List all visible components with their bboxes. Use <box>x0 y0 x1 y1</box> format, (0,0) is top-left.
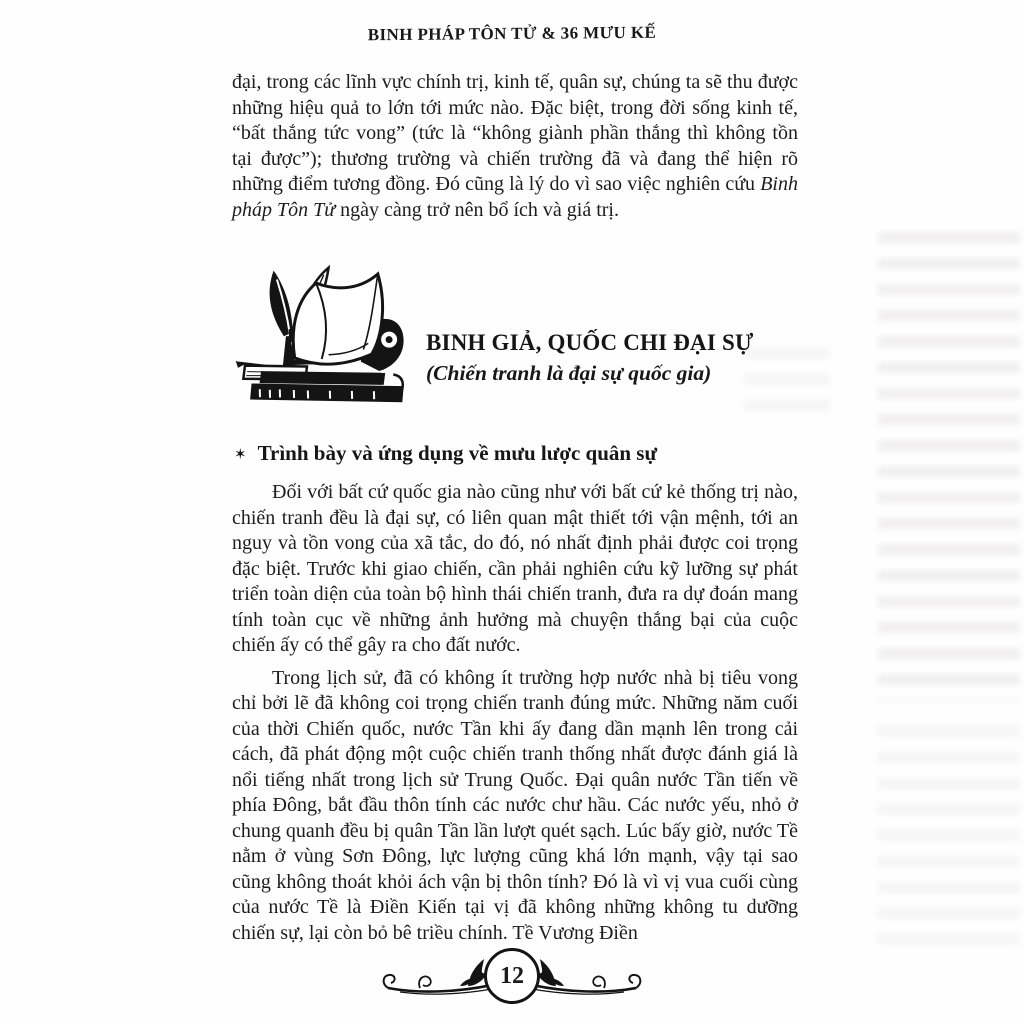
paragraph-continued-text: đại, trong các lĩnh vực chính trị, kinh tế, quân sự, chúng ta sẽ thu được những hiệu quả to lớn tới mức nào. Đặc biệt, trong đời sống kinh tế, “bất thắng tức vong” (tức là “không giành phần thắng thì không tồn tại được”); thương trường và chiến trường đã và đang thể hiện rõ những điểm tương đồng. Đó cũng là lý do vì sao việc nghiên cứu <box>232 71 798 195</box>
chapter-titles <box>426 329 753 415</box>
footer-flourish-right-icon <box>532 948 644 1004</box>
quill-inkwell-books-illustration <box>232 263 410 413</box>
page-number-badge: 12 <box>484 948 540 1004</box>
chapter-title: BINH GIẢ, QUỐC CHI ĐẠI SỰ <box>426 330 754 355</box>
paragraph-continued-end: ngày càng trở nên bổ ích và giá trị. <box>335 198 619 221</box>
footer-flourish-left-icon <box>380 948 492 1004</box>
page-footer <box>0 948 1024 1004</box>
bleed-through-ghost-text <box>878 232 1020 702</box>
book-title-italic: Binh pháp Tôn Tử <box>232 173 798 221</box>
paragraph-1: Đối với bất cứ quốc gia nào cũng như với bất cứ kẻ thống trị nào, chiến tranh đều là đại sự, có liên quan mật thiết tới vận mệnh, tới an nguy và tồn vong của xã tắc, do đó, nó nhất định phải được coi trọng đặc biệt. Trước khi giao chiến, cần phải nghiên cứu kỹ lưỡng sự phát triển toàn diện của toàn bộ hình thái chiến tranh, đưa ra dự đoán mang tính toàn cục về những ảnh hưởng mà chuyện thắng bại của cuộc chiến ấy có thể gây ra cho đất nước. <box>232 481 798 656</box>
page-content <box>232 70 798 946</box>
chapter-heading-block <box>232 263 798 415</box>
star-bullet-icon: ✶ <box>234 445 247 463</box>
section-heading <box>234 441 798 466</box>
running-header: BINH PHÁP TÔN TỬ & 36 MƯU KẾ <box>367 22 657 45</box>
paragraph-2: Trong lịch sử, đã có không ít trường hợp nước nhà bị tiêu vong chỉ bởi lẽ đã không coi trọng chiến tranh đúng mức. Những năm cuối của thời Chiến quốc, nước Tần khi ấy đang dần mạnh lên trong cải cách, đã phát động một cuộc chiến tranh thống nhất được đánh giá là nổi tiếng nhất trong lịch sử Trung Quốc. Đại quân nước Tần tiến về phía Đông, bắt đầu thôn tính các nước chư hầu. Các nước yếu, nhỏ ở chung quanh đều bị quân Tần lần lượt quét sạch. Lúc bấy giờ, nước Tề nằm ở vùng Sơn Đông, lực lượng cũng khá lớn mạnh, vậy tại sao cũng không thoát khỏi ách vận bị thôn tính? Đó là vì vị vua cuối cùng của nước Tề là Điền Kiến tại vị đã không những không tu dưỡng chiến sự, lại còn bỏ bê triều chính. Tề Vương Điền <box>232 666 798 944</box>
bleed-through-ghost-text <box>878 726 1020 950</box>
section-heading-text: Trình bày và ứng dụng về mưu lược quân sự <box>257 441 658 465</box>
paragraph-continued <box>232 70 798 223</box>
chapter-subtitle: (Chiến tranh là đại sự quốc gia) <box>426 360 712 385</box>
